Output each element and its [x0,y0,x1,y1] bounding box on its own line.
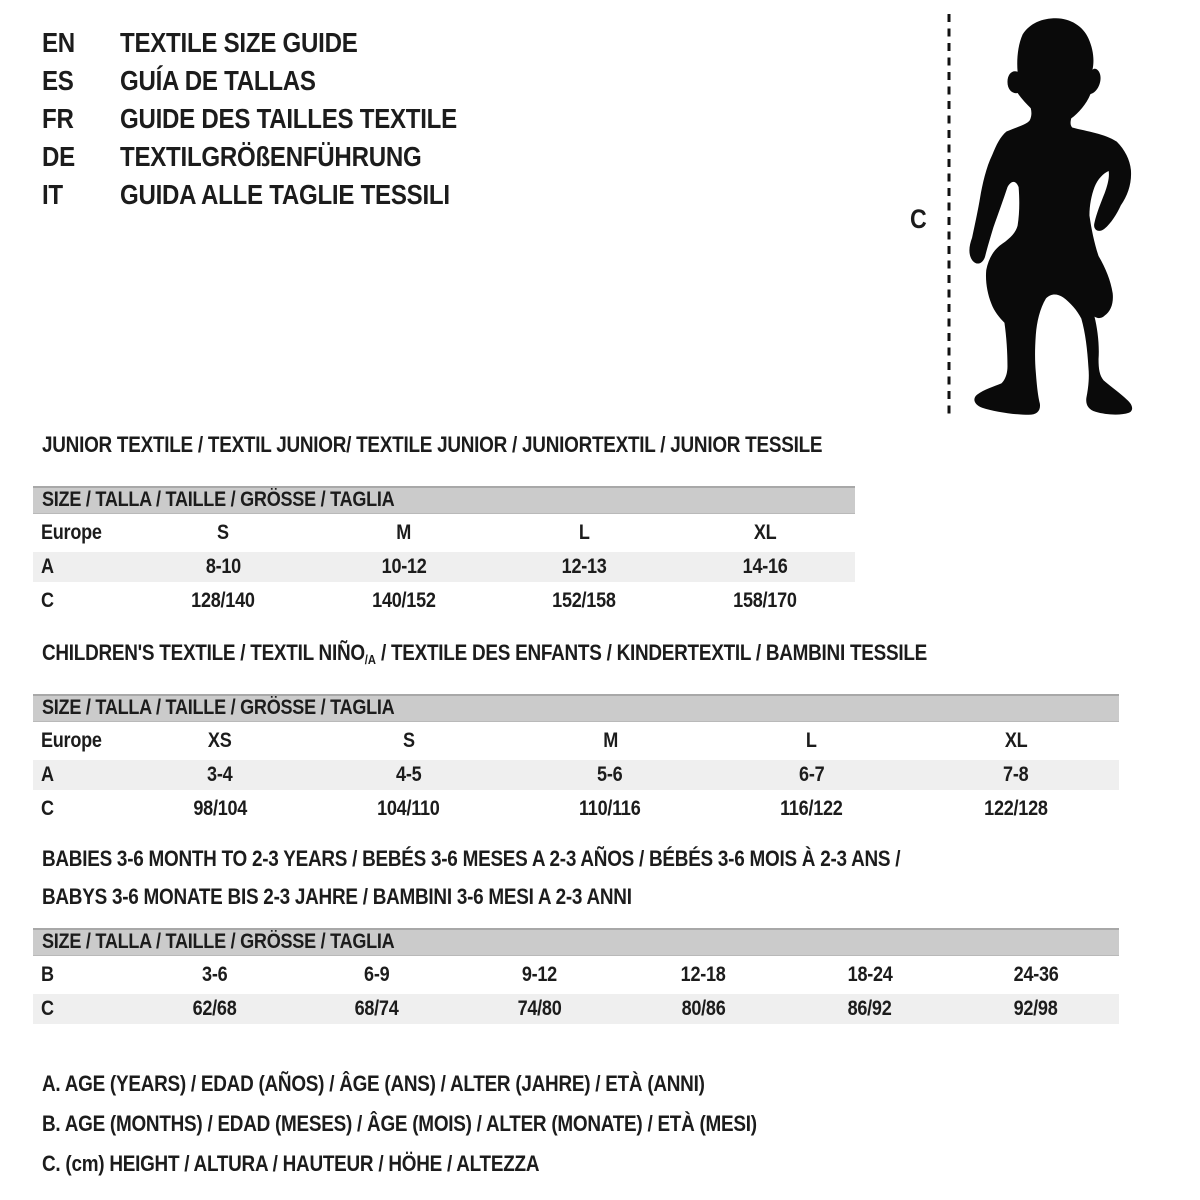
size-cell-text: 4-5 [396,763,422,786]
size-cell [133,586,314,616]
legend-line-a [42,1064,873,1104]
size-cell [314,586,495,616]
size-cell-text: 104/110 [377,797,441,820]
size-cell [133,726,307,756]
figure-measure-label-text: C [910,204,927,234]
size-cell [787,994,953,1024]
row-label-text: C [41,997,54,1020]
size-cell-text: 14-16 [742,555,788,578]
size-cell-text: 9-12 [521,963,557,986]
lang-code-text: DE [42,141,75,172]
table-row-europe [33,518,855,548]
size-cell [295,960,457,990]
size-table-babies [33,928,1119,1028]
height-measure-figure [900,0,1200,440]
size-header-text: SIZE / TALLA / TAILLE / GRÖSSE / TAGLIA [42,488,395,511]
lang-label: TEXTILGRÖßENFÜHRUNG [120,141,422,172]
size-cell-text: 3-6 [201,963,227,986]
size-cell-text: M [396,521,412,544]
size-cell [620,994,786,1024]
lang-row-es [42,62,512,100]
row-label-text: Europe [41,729,102,752]
size-cell-text: 80/86 [681,997,726,1020]
size-cell-text: 12-18 [681,963,726,986]
row-label-text: Europe [41,521,102,544]
size-cell-text: 128/140 [191,589,255,612]
size-cell [510,760,710,790]
size-cell [913,760,1119,790]
row-label [33,760,133,790]
size-cell [494,518,675,548]
size-cell [510,794,710,824]
table-row-age-years [33,552,855,582]
size-cell-text: 98/104 [193,797,248,820]
size-cell-text: 158/170 [733,589,797,612]
size-cell-text: 68/74 [354,997,399,1020]
lang-code [42,27,120,59]
size-cell-text: 3-4 [207,763,233,786]
title-sub: /A [364,652,376,667]
size-cell-text: S [402,729,415,752]
lang-code-text: EN [42,27,75,58]
section-title-junior [42,432,949,458]
size-cell [133,760,307,790]
lang-label: TEXTILE SIZE GUIDE [120,27,358,58]
row-label-text: B [41,963,54,986]
size-cell-text: 92/98 [1013,997,1058,1020]
lang-label: GUIDA ALLE TAGLIE TESSILI [120,179,450,210]
section-title-babies-line2: BABYS 3-6 MONATE BIS 2-3 JAHRE / BAMBINI 3-6 MESI A 2-3 ANNI [42,884,632,909]
size-cell [787,960,953,990]
section-title-junior-text: JUNIOR TEXTILE / TEXTIL JUNIOR/ TEXTILE JUNIOR / JUNIORTEXTIL / JUNIOR TESSILE [42,432,823,457]
size-table-junior [33,486,855,620]
size-cell [710,794,913,824]
size-cell-text: 6-7 [798,763,825,786]
lang-code [42,179,120,211]
lang-code [42,141,120,173]
toddler-silhouette-icon [966,12,1138,422]
figure-measure-label [910,204,929,235]
legend-line-a-text: A. AGE (YEARS) / EDAD (AÑOS) / ÂGE (ANS) / ALTER (JAHRE) / ETÀ (ANNI) [42,1071,705,1096]
size-table-children [33,694,1119,828]
section-title-children [42,640,1071,673]
size-cell-text: 8-10 [205,555,241,578]
size-cell [675,518,856,548]
table-row-europe [33,726,1119,756]
section-title-babies [42,840,1040,916]
size-cell [510,726,710,756]
size-cell-text: 152/158 [552,589,616,612]
row-label-text: C [41,589,54,612]
legend-line-b-text: B. AGE (MONTHS) / EDAD (MESES) / ÂGE (MOIS) / ALTER (MONATE) / ETÀ (MESI) [42,1111,757,1136]
height-dashed-line-icon [946,14,952,414]
row-label [33,586,133,616]
size-cell [458,994,620,1024]
table-row-age-years [33,760,1119,790]
size-cell [307,760,510,790]
legend-line-b [42,1104,873,1144]
size-cell [307,794,510,824]
lang-code [42,103,120,135]
size-cell [710,760,913,790]
size-cell [295,994,457,1024]
size-header-bar [33,694,1119,722]
row-label [33,794,133,824]
size-cell [133,994,295,1024]
size-cell [133,552,314,582]
size-header-bar [33,928,1119,956]
lang-code-text: FR [42,103,74,134]
size-cell-text: 110/116 [579,797,641,820]
lang-label: GUIDE DES TAILLES TEXTILE [120,103,457,134]
size-cell [314,552,495,582]
lang-row-fr [42,100,512,138]
lang-code-text: IT [42,179,63,210]
size-cell-text: 74/80 [517,997,562,1020]
lang-row-de [42,138,512,176]
size-cell-text: 6-9 [364,963,390,986]
lang-label: GUÍA DE TALLAS [120,65,316,96]
size-cell-text: 62/68 [192,997,237,1020]
size-cell [307,726,510,756]
size-cell-text: 18-24 [847,963,893,986]
size-cell [458,960,620,990]
size-cell-text: 86/92 [847,997,892,1020]
lang-code [42,65,120,97]
size-cell-text: XS [208,729,232,752]
lang-row-it [42,176,512,214]
size-cell-text: XL [1004,729,1028,752]
table-row-age-months [33,960,1119,990]
lang-code-text: ES [42,65,74,96]
size-cell-text: 140/152 [372,589,436,612]
table-row-height-cm [33,794,1119,824]
size-cell [913,726,1119,756]
size-cell [494,586,675,616]
table-row-height-cm [33,586,855,616]
size-cell [314,518,495,548]
size-header-text: SIZE / TALLA / TAILLE / GRÖSSE / TAGLIA [42,696,395,719]
row-label-text: C [41,797,54,820]
size-cell [953,960,1119,990]
size-cell [710,726,913,756]
table-row-height-cm [33,994,1119,1024]
row-label [33,726,133,756]
row-label [33,960,133,990]
size-cell-text: M [602,729,618,752]
legend-line-c-text: C. (cm) HEIGHT / ALTURA / HAUTEUR / HÖHE / ALTEZZA [42,1151,540,1176]
size-cell [133,518,314,548]
size-header-text: SIZE / TALLA / TAILLE / GRÖSSE / TAGLIA [42,930,395,953]
size-cell [675,552,856,582]
size-cell-text: 12-13 [561,555,607,578]
lang-row-en [42,24,512,62]
size-cell-text: 24-36 [1013,963,1059,986]
section-title-babies-line1: BABIES 3-6 MONTH TO 2-3 YEARS / BEBÉS 3-6 MESES A 2-3 AÑOS / BÉBÉS 3-6 MOIS À 2-3 ANS / [42,846,901,871]
row-label-text: A [41,763,54,786]
size-cell-text: 116/122 [780,797,843,820]
size-cell [913,794,1119,824]
row-label-text: A [41,555,54,578]
size-cell-text: 5-6 [597,763,623,786]
title-post: / TEXTILE DES ENFANTS / KINDERTEXTIL / BAMBINI TESSILE [375,640,928,665]
size-cell-text: XL [753,521,777,544]
size-cell [953,994,1119,1024]
size-cell [494,552,675,582]
legend-line-c [42,1144,873,1184]
size-header-bar [33,486,855,514]
size-cell-text: 122/128 [984,797,1048,820]
size-cell [675,586,856,616]
size-cell-text: S [217,521,230,544]
size-cell [133,960,295,990]
size-cell-text: 10-12 [381,555,427,578]
language-title-list [42,24,512,214]
row-label [33,994,133,1024]
row-label [33,552,133,582]
size-cell [620,960,786,990]
size-cell-text: 7-8 [1003,763,1029,786]
size-cell-text: L [806,729,817,752]
section-title-children-text [42,640,927,673]
size-cell [133,794,307,824]
row-label [33,518,133,548]
measure-legend [42,1064,873,1184]
title-pre: CHILDREN'S TEXTILE / TEXTIL NIÑO [42,640,365,665]
size-cell-text: L [578,521,590,544]
